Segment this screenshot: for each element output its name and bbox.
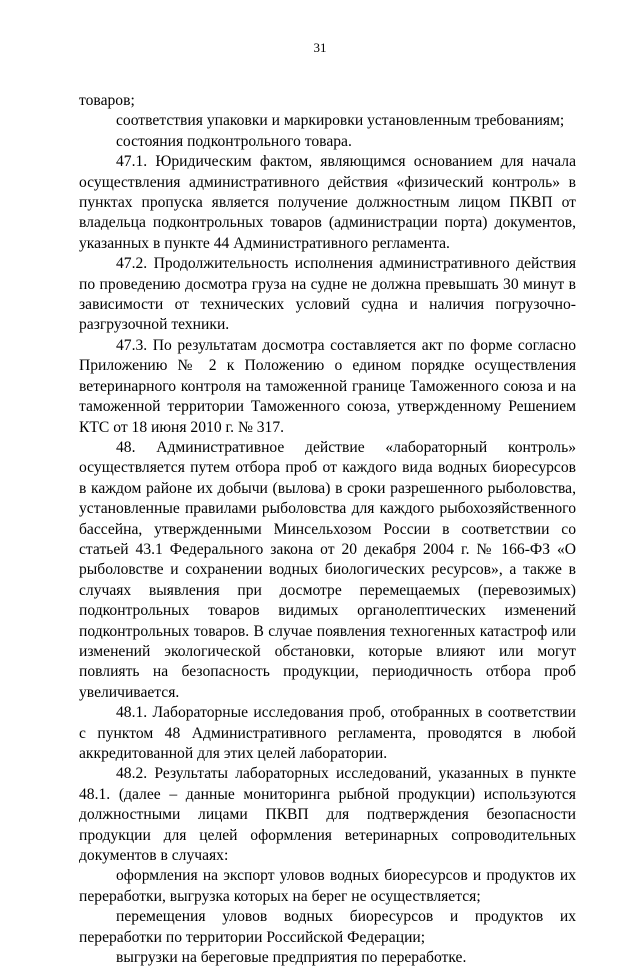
paragraph-goods-end: товаров; (79, 92, 135, 109)
list-item-goods-condition: состояния подконтрольного товара. (116, 132, 352, 150)
clause-48: 48. Административное действие «лабораторный контроль» осуществляется путем отбора проб от каждого вида водных биоресурсов в каждом районе их добычи (вылова) в сроки разрешенного рыболовства, установленные правилами рыболовства для каждого рыбохозяйственного бассейна, утвержденными Минсельхозом России в соответствии со статьей 43.1 Федерального закона от 20 декабря 2004 г. № 166-ФЗ «О рыболовстве и сохранении водных биологических ресурсов», а также в случаях выявления при досмотре перемещаемых (перевозимых) подконтрольных товаров видимых органолептических изменений подконтрольных товаров. В случае появления техногенных катастроф или изменений экологической обстановки, которые влияют или могут повлиять на безопасность продукции, периодичность отбора проб увеличивается. (79, 438, 576, 701)
clause-47-1: 47.1. Юридическим фактом, являющимся основанием для начала осуществления административного действия «физический контроль» в пунктах пропуска является получение должностным лицом ПКВП от владельца подконтрольных товаров (администрации порта) документов, указанных в пункте 44 Административного регламента. (79, 153, 576, 252)
list-item-packaging: соответствия упаковки и маркировки установленным требованиям; (116, 112, 565, 130)
page-number: 31 (313, 40, 327, 55)
clause-48-1: 48.1. Лабораторные исследования проб, отобранных в соответствии с пунктом 48 Административного регламента, проводятся в любой аккредитованной для этих целей лаборатории. (79, 704, 576, 762)
document-body (79, 91, 576, 968)
list-item-export: оформления на экспорт уловов водных биоресурсов и продуктов их переработки, выгрузка которых на берег не осуществляется; (79, 867, 576, 905)
clause-48-2: 48.2. Результаты лабораторных исследований, указанных в пункте 48.1. (далее – данные мониторинга рыбной продукции) используются должностными лицами ПКВП для подтверждения безопасности продукции для целей оформления ветеринарных сопроводительных документов в случаях: (79, 765, 576, 865)
list-item-unloading: выгрузки на береговые предприятия по переработке. (116, 949, 467, 967)
clause-47-2: 47.2. Продолжительность исполнения административного действия по проведению досмотра груза на судне не должна превышать 30 минут в зависимости от технических условий судна и наличия погрузочно-разгрузочной техники. (79, 255, 576, 334)
list-item-transport: перемещения уловов водных биоресурсов и продуктов их переработки по территории Российской Федерации; (79, 908, 576, 946)
clause-47-3: 47.3. По результатам досмотра составляется акт по форме согласно Приложению № 2 к Положению о едином порядке осуществления ветеринарного контроля на таможенной границе Таможенного союза и на таможенной территории Таможенного союза, утвержденному Решением КТС от 18 июня 2010 г. № 317. (79, 336, 576, 436)
